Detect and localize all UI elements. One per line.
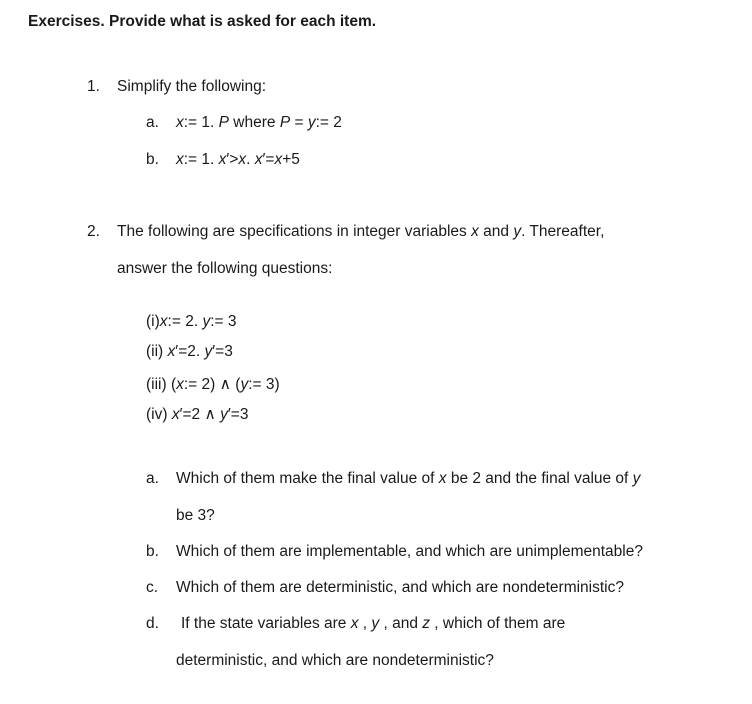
item-2-intro-line-2: answer the following questions:: [117, 260, 333, 277]
spec-i: (i)x:= 2. y:= 3: [146, 313, 237, 330]
question-d-line-1: If the state variables are x , y , and z , which of them are: [181, 615, 566, 632]
item-1-prompt: Simplify the following:: [117, 78, 267, 95]
question-b-marker: b.: [146, 543, 159, 560]
question-c-text: Which of them are deterministic, and which are nondeterministic?: [176, 579, 624, 596]
item-2-number: 2.: [87, 223, 100, 240]
spec-ii: (ii) x′=2. y′=3: [146, 343, 233, 360]
spec-iii: (iii) (x:= 2) ∧ (y:= 3): [146, 376, 280, 393]
item-1a-expression: x:= 1. P where P = y:= 2: [176, 114, 342, 131]
question-c-marker: c.: [146, 579, 159, 596]
exercises-heading: Exercises. Provide what is asked for each item.: [28, 13, 377, 30]
item-1b-marker: b.: [146, 151, 159, 168]
question-b-text: Which of them are implementable, and which are unimplementable?: [176, 543, 643, 560]
question-a-line-1: Which of them make the final value of x be 2 and the final value of y: [176, 470, 641, 487]
item-2-intro-line-1: The following are specifications in integer variables x and y. Thereafter,: [117, 223, 605, 240]
question-d-marker: d.: [146, 615, 159, 632]
item-1a-marker: a.: [146, 114, 159, 131]
question-d-line-2: deterministic, and which are nondeterministic?: [176, 652, 494, 669]
question-a-line-2: be 3?: [176, 507, 215, 524]
item-1b-expression: x:= 1. x′>x. x′=x+5: [176, 151, 300, 168]
question-a-marker: a.: [146, 470, 159, 487]
spec-iv: (iv) x′=2 ∧ y′=3: [146, 406, 249, 423]
item-1-number: 1.: [87, 78, 100, 95]
